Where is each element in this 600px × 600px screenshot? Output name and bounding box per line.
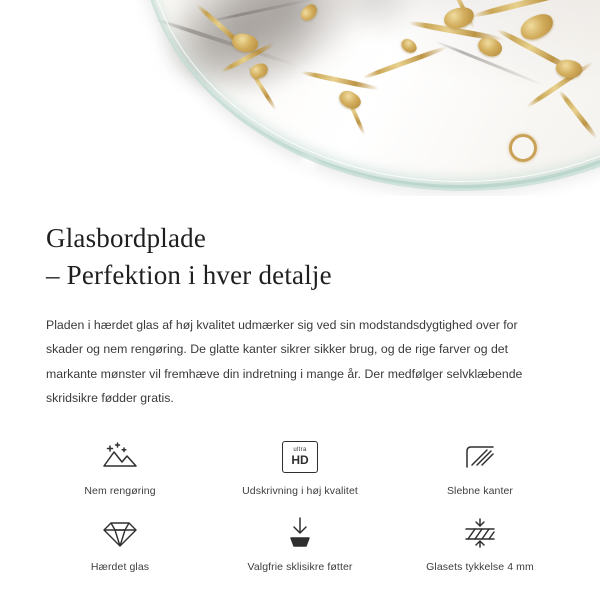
feature-glass-thickness xyxy=(390,511,570,573)
gold-ring-accent xyxy=(509,134,537,162)
polished-edges-icon xyxy=(458,435,502,479)
feature-grid xyxy=(0,435,600,573)
feature-label: Hærdet glas xyxy=(90,560,150,573)
headline-line-2: – Perfektion i hver detalje xyxy=(46,260,332,291)
feature-polished-edges xyxy=(390,435,570,497)
feature-label: Glasets tykkelse 4 mm xyxy=(426,560,534,573)
feature-anti-slip-feet xyxy=(210,511,390,573)
feature-label: Valgfrie sklisikre føtter xyxy=(247,560,353,573)
ultra-hd-icon xyxy=(278,435,322,479)
text-content xyxy=(0,196,600,411)
feature-label: Udskrivning i høj kvalitet xyxy=(242,484,358,497)
description-paragraph: Pladen i hærdet glas af høj kvalitet udmærker sig ved sin modstandsdygtighed over for skader og nem rengøring. De glatte kanter sikrer sikker brug, og de rige farver og det markante mønster vil fremhæve din indretning i mange år. Der medfølger selvklæbende skridsikre fødder gratis. xyxy=(46,317,523,406)
glass-thickness-icon xyxy=(458,511,502,555)
feature-label: Nem rengøring xyxy=(84,484,156,497)
headline-line-1: Glasbordplade xyxy=(46,223,207,253)
page-title xyxy=(46,220,554,295)
tempered-glass-icon xyxy=(98,511,142,555)
glass-glint xyxy=(296,148,322,174)
feature-label: Slebne kanter xyxy=(446,484,514,497)
feature-tempered-glass xyxy=(30,511,210,573)
anti-slip-feet-icon xyxy=(278,511,322,555)
hero-image xyxy=(0,0,600,196)
ultra-hd-badge-top: ultra xyxy=(293,447,307,454)
easy-cleaning-icon xyxy=(98,435,142,479)
ultra-hd-badge-main: HD xyxy=(291,453,309,468)
feature-easy-cleaning xyxy=(30,435,210,497)
feature-print-quality xyxy=(210,435,390,497)
